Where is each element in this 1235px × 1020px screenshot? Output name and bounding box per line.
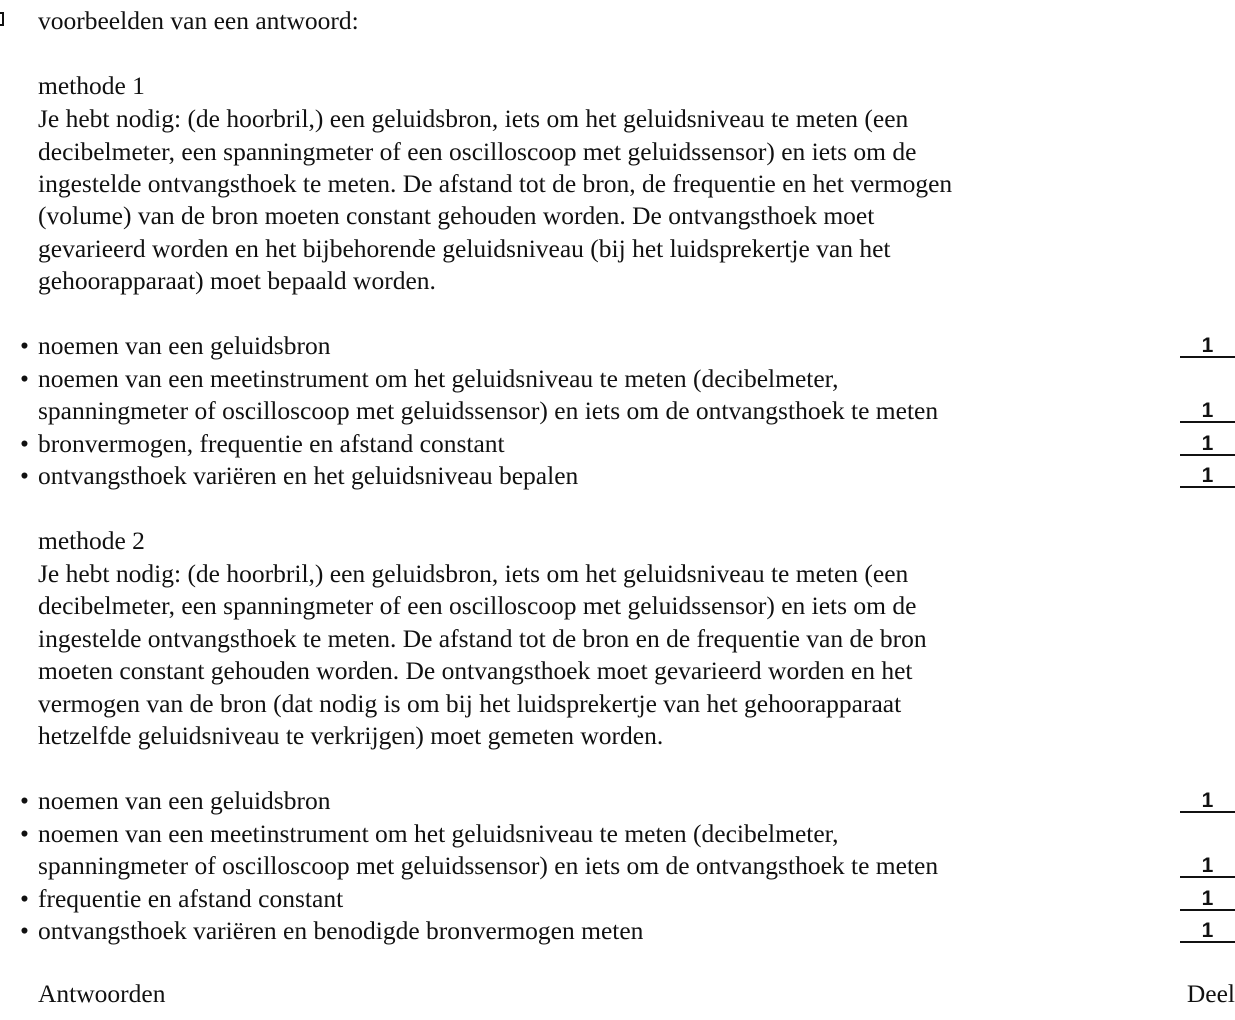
score-value: 1 xyxy=(1180,335,1235,358)
criterion-text: spanningmeter of oscilloscoop met geluidssensor) en iets om de ontvangsthoek te meten xyxy=(38,851,939,880)
criterion-text: ontvangsthoek variëren en het geluidsniveau bepalen xyxy=(38,461,579,490)
method1-paragraph-line: decibelmeter, een spanningmeter of een oscilloscoop met geluidssensor) en iets om de xyxy=(38,137,917,166)
method1-paragraph-line: ingestelde ontvangsthoek te meten. De afstand tot de bron, de frequentie en het vermogen xyxy=(38,169,953,198)
criterion-text: noemen van een meetinstrument om het geluidsniveau te meten (decibelmeter, xyxy=(38,364,839,393)
intro-text: voorbeelden van een antwoord: xyxy=(38,6,359,35)
criterion-text: noemen van een meetinstrument om het geluidsniveau te meten (decibelmeter, xyxy=(38,819,839,848)
score-value: 1 xyxy=(1180,433,1235,456)
score-value: 1 xyxy=(1180,855,1235,878)
method1-paragraph-line: Je hebt nodig: (de hoorbril,) een geluidsbron, iets om het geluidsniveau te meten (een xyxy=(38,104,909,133)
method2-paragraph-line: hetzelfde geluidsniveau te verkrijgen) moet gemeten worden. xyxy=(38,721,664,750)
bullet-icon: • xyxy=(20,916,29,945)
bullet-icon: • xyxy=(20,786,29,815)
method2-paragraph-line: Je hebt nodig: (de hoorbril,) een geluidsbron, iets om het geluidsniveau te meten (een xyxy=(38,559,909,588)
criterion-text: spanningmeter of oscilloscoop met geluidssensor) en iets om de ontvangsthoek te meten xyxy=(38,396,939,425)
criterion-text: noemen van een geluidsbron xyxy=(38,786,331,815)
criterion-text: bronvermogen, frequentie en afstand constant xyxy=(38,429,505,458)
criterion-text: frequentie en afstand constant xyxy=(38,884,344,913)
score-value: 1 xyxy=(1180,400,1235,423)
method2-paragraph-line: moeten constant gehouden worden. De ontvangsthoek moet gevarieerd worden en het xyxy=(38,656,913,685)
method2-paragraph-line: ingestelde ontvangsthoek te meten. De afstand tot de bron en de frequentie van de bron xyxy=(38,624,927,653)
method2-paragraph-line: decibelmeter, een spanningmeter of een oscilloscoop met geluidssensor) en iets om de xyxy=(38,591,917,620)
bullet-icon: • xyxy=(20,429,29,458)
method1-paragraph-line: (volume) van de bron moeten constant gehouden worden. De ontvangsthoek moet xyxy=(38,201,875,230)
score-value: 1 xyxy=(1180,465,1235,488)
method1-heading: methode 1 xyxy=(38,71,145,100)
method2-heading: methode 2 xyxy=(38,526,145,555)
footer-left: Antwoorden xyxy=(38,979,166,1008)
score-value: 1 xyxy=(1180,790,1235,813)
score-value: 1 xyxy=(1180,920,1235,943)
criterion-text: noemen van een geluidsbron xyxy=(38,331,331,360)
bullet-icon: • xyxy=(20,884,29,913)
bullet-icon: • xyxy=(20,461,29,490)
footer-right: Deel xyxy=(1186,979,1235,1008)
criterion-text: ontvangsthoek variëren en benodigde bronvermogen meten xyxy=(38,916,644,945)
method2-paragraph-line: vermogen van de bron (dat nodig is om bij het luidsprekertje van het gehoorapparaat xyxy=(38,689,902,718)
bullet-icon: • xyxy=(20,364,29,393)
checkbox-icon xyxy=(0,12,4,26)
bullet-icon: • xyxy=(20,819,29,848)
score-value: 1 xyxy=(1180,888,1235,911)
method1-paragraph-line: gevarieerd worden en het bijbehorende geluidsniveau (bij het luidsprekertje van het xyxy=(38,234,891,263)
method1-paragraph-line: gehoorapparaat) moet bepaald worden. xyxy=(38,266,436,295)
bullet-icon: • xyxy=(20,331,29,360)
